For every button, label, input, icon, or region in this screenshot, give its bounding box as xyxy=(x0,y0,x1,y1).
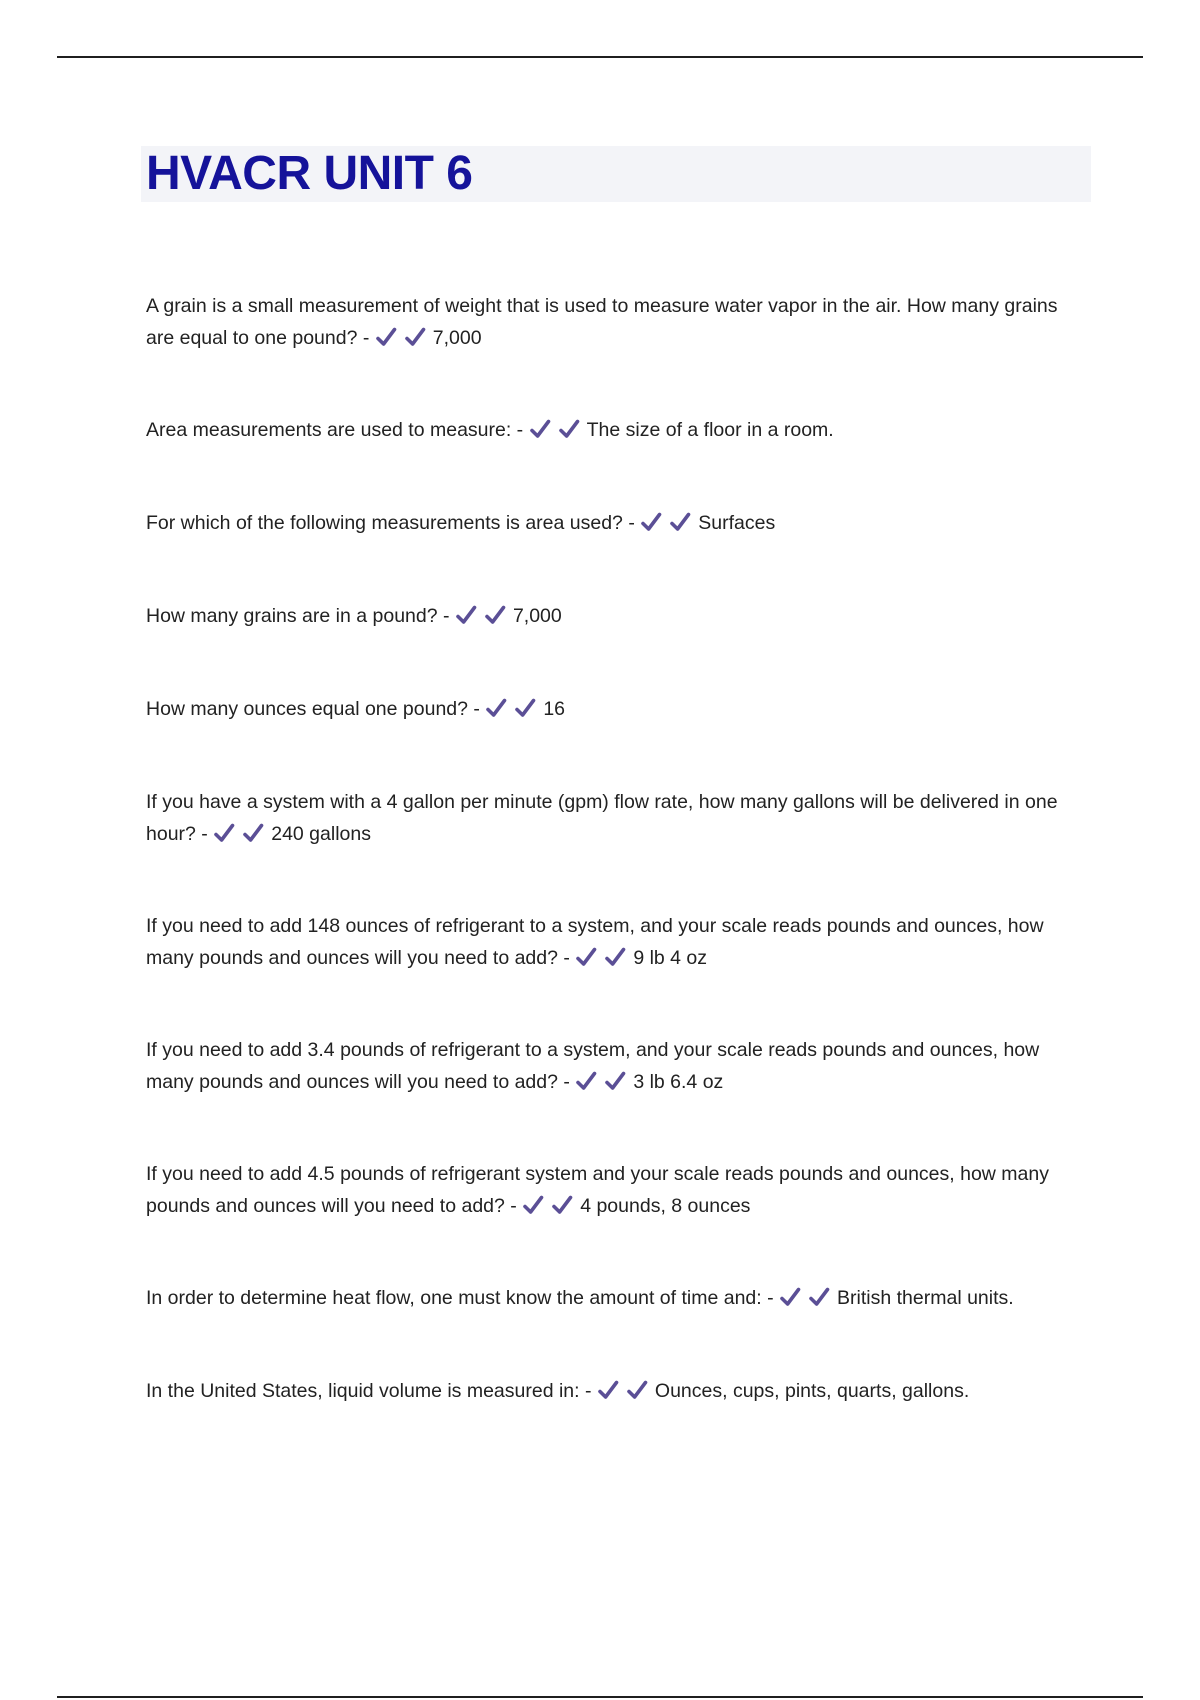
question-text: If you need to add 3.4 pounds of refrigerant to a system, and your scale reads pounds and ounces, how many pounds and ounces will you need to add? xyxy=(146,1039,1040,1093)
answer-text: Ounces, cups, pints, quarts, gallons. xyxy=(654,1380,970,1402)
separator: - xyxy=(761,1287,780,1309)
answer-text: Surfaces xyxy=(698,512,776,534)
checkmark-icon xyxy=(514,697,536,719)
checkmark-icon xyxy=(575,1070,597,1092)
separator: - xyxy=(557,1071,576,1093)
checkmark-icon xyxy=(669,511,691,533)
bottom-rule xyxy=(57,1696,1143,1698)
question-text: If you need to add 148 ounces of refrigerant to a system, and your scale reads pounds and ounces, how many pounds and ounces will you need to add? xyxy=(146,915,1044,969)
checkmark-icon xyxy=(626,1379,648,1401)
answer-text: The size of a floor in a room. xyxy=(586,419,834,441)
qa-item xyxy=(146,1158,1086,1222)
answer-text: 4 pounds, 8 ounces xyxy=(580,1195,751,1217)
question-text: How many ounces equal one pound? xyxy=(146,698,468,720)
checkmark-icon xyxy=(604,946,626,968)
question-text: If you need to add 4.5 pounds of refrigerant system and your scale reads pounds and ounces, how many pounds and ounces will you need to add? xyxy=(146,1163,1049,1217)
qa-item xyxy=(146,693,1086,725)
separator: - xyxy=(504,1195,523,1217)
separator: - xyxy=(622,512,641,534)
answer-text: 16 xyxy=(543,698,566,720)
separator: - xyxy=(467,698,486,720)
checkmark-icon xyxy=(558,418,580,440)
question-text: In the United States, liquid volume is measured in: xyxy=(146,1380,580,1402)
checkmark-icon xyxy=(551,1194,573,1216)
answer-text: 3 lb 6.4 oz xyxy=(633,1071,724,1093)
checkmark-icon xyxy=(375,326,397,348)
separator: - xyxy=(511,419,529,441)
separator: - xyxy=(357,327,375,349)
document-title: HVACR UNIT 6 xyxy=(146,147,473,200)
top-rule xyxy=(57,56,1143,58)
question-text: A grain is a small measurement of weight that is used to measure water vapor in the air. How many grains are equal to one pound? xyxy=(146,295,1058,349)
answer-text: 9 lb 4 oz xyxy=(633,947,708,969)
qa-item xyxy=(146,1375,1086,1407)
qa-item xyxy=(146,600,1086,632)
checkmark-icon xyxy=(779,1286,801,1308)
checkmark-icon xyxy=(808,1286,830,1308)
checkmark-icon xyxy=(522,1194,544,1216)
checkmark-icon xyxy=(484,604,506,626)
question-text: If you have a system with a 4 gallon per minute (gpm) flow rate, how many gallons will be delivered in one hour? xyxy=(146,791,1058,845)
question-text: Area measurements are used to measure: xyxy=(146,419,512,441)
qa-item xyxy=(146,414,1086,446)
checkmark-icon xyxy=(640,511,662,533)
checkmark-icon xyxy=(485,697,507,719)
qa-item xyxy=(146,910,1086,974)
separator: - xyxy=(195,823,214,845)
separator: - xyxy=(437,605,455,627)
qa-item xyxy=(146,786,1086,850)
checkmark-icon xyxy=(455,604,477,626)
checkmark-icon xyxy=(242,822,264,844)
question-text: For which of the following measurements is area used? xyxy=(146,512,623,534)
question-text: How many grains are in a pound? xyxy=(146,605,438,627)
answer-text: 7,000 xyxy=(432,327,482,349)
separator: - xyxy=(557,947,576,969)
qa-item xyxy=(146,1034,1086,1098)
checkmark-icon xyxy=(575,946,597,968)
separator: - xyxy=(579,1380,597,1402)
qa-item xyxy=(146,290,1086,354)
answer-text: 7,000 xyxy=(512,605,562,627)
answer-text: 240 gallons xyxy=(271,823,371,845)
checkmark-icon xyxy=(529,418,551,440)
checkmark-icon xyxy=(604,1070,626,1092)
checkmark-icon xyxy=(597,1379,619,1401)
question-text: In order to determine heat flow, one must know the amount of time and: xyxy=(146,1287,762,1309)
qa-item xyxy=(146,1282,1086,1314)
checkmark-icon xyxy=(213,822,235,844)
qa-item xyxy=(146,507,1086,539)
qa-list xyxy=(146,290,1086,1407)
answer-text: British thermal units. xyxy=(837,1287,1014,1309)
checkmark-icon xyxy=(404,326,426,348)
